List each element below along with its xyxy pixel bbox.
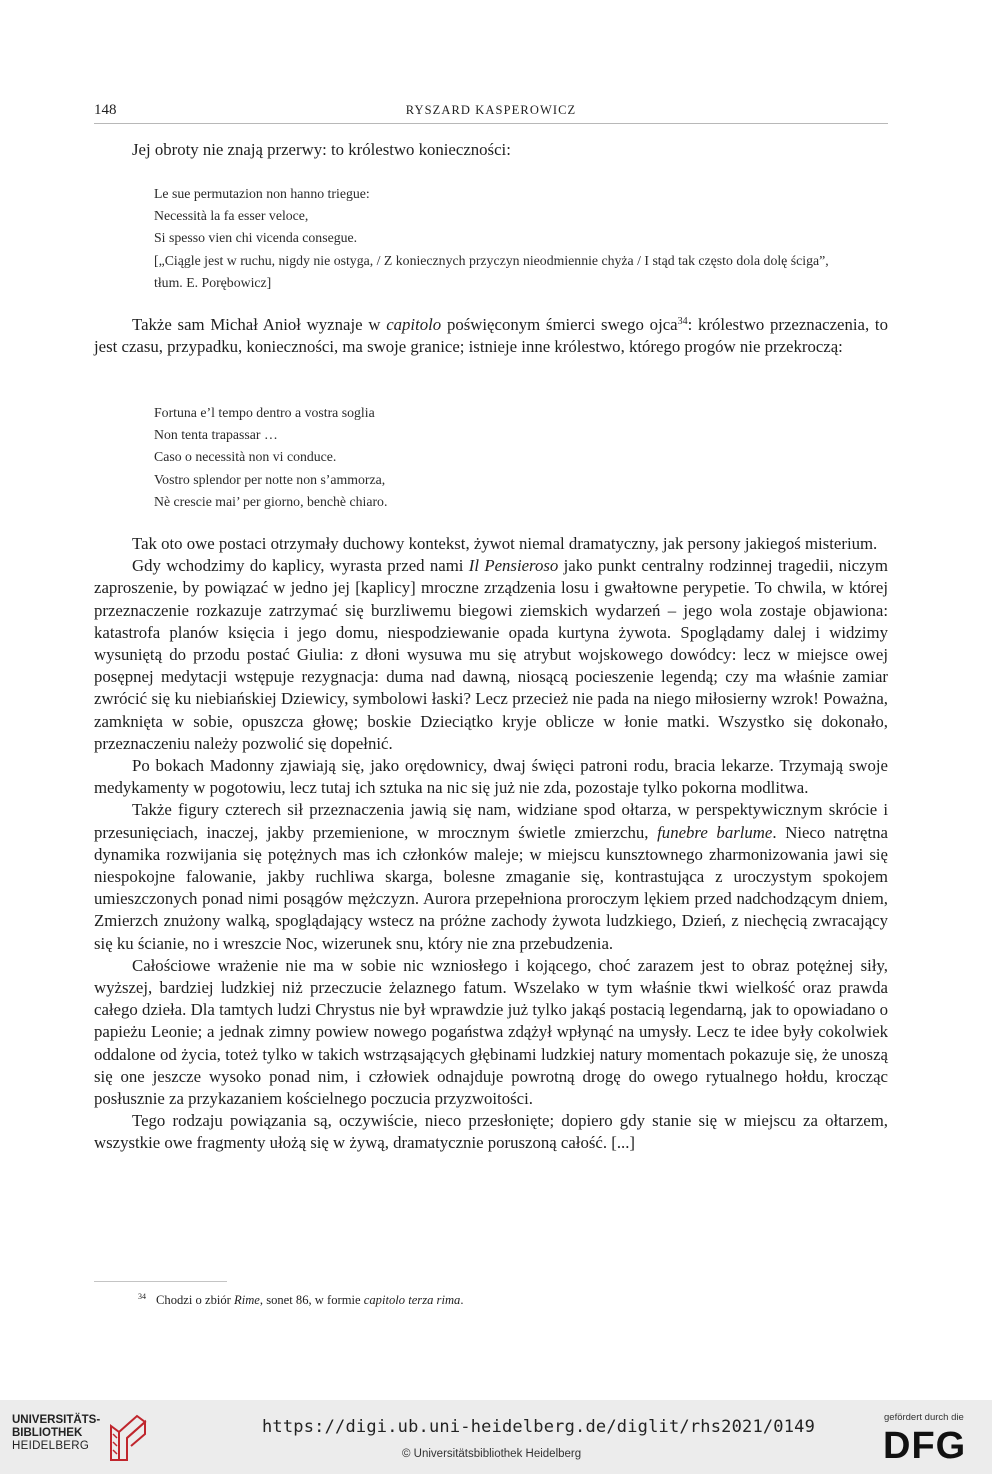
verse-line: Fortuna e’l tempo dentro a vostra soglia: [154, 405, 375, 420]
verse-line: Le sue permutazion non hanno triegue:: [154, 186, 370, 201]
paragraph: Tak oto owe postaci otrzymały duchowy kontekst, żywot niemal dramatyczny, jak persony jakiegoś misterium.: [132, 534, 878, 553]
paragraph: Całościowe wrażenie nie ma w sobie nic wzniosłego i kojącego, choć zarazem jest to obraz potężnej siły, wyższej, bardziej ludzkiej niż przeczucie żelaznego fatum. Wszelako w tym właśnie tkwi wielkość oraz prawda całego dzieła. Dla tamtych ludzi Chrystus nie był wprawdzie już tylko jakąś postacią legendarną, jak to opowiadano o papieżu Leonie; a jednak zimny powiew nowego pogaństwa zdążył wpłynąć na umysły. Lecz te idee były cokolwiek oddalone od życia, toteż tylko w takich wstrząsających głębinami ludzkiej natury momentach pokazuje się, że unoszą się one jeszcze wysoko ponad nim, i człowiek odnajduje powrotną drogę do owego rytualnego hołdu, krocząc posłusznie za przykazaniem kościelnego poczucia przyzwoitości.: [94, 955, 888, 1109]
verse-line: Vostro splendor per notte non s’ammorza,: [154, 471, 386, 487]
verse-line: Non tenta trapassar …: [154, 427, 278, 443]
translation-credit: tłum. E. Porębowicz]: [154, 274, 272, 290]
verse-block-1: [154, 183, 894, 294]
verse-line: Si spesso vien chi vicenda consegue.: [154, 230, 358, 246]
copyright-notice: © Universitätsbibliothek Heidelberg: [402, 1448, 582, 1460]
paragraph: Po bokach Madonny zjawiają się, jako orędownicy, dwaj święci patroni rodu, bracia lekarze. Trzymają swoje medykamenty w pogotowiu, lecz tutaj ich sztuka na nic się już nie zda, pozostaje tylko pokorna modlitwa.: [94, 756, 888, 798]
paragraph: Także sam Michał Anioł wyznaje w capitolo poświęconym śmierci swego ojca$^{34}$: królestwo przeznaczenia, to jest czasu, przypadku, konieczności, ma swoje granice; istnieje inne królestwo, którego progów nie przekroczą:: [94, 315, 888, 357]
footer-bar: [0, 1400, 992, 1474]
verse-line: Nè crescie mai’ per giorno, benchè chiaro.: [154, 493, 388, 509]
italic-term: capitolo: [386, 315, 442, 334]
italic-term: funebre barlume: [657, 822, 773, 842]
intro-line: Jej obroty nie znają przerwy: to królestwo konieczności:: [132, 140, 511, 159]
main-text: [94, 533, 888, 1155]
paragraph: Gdy wchodzimy do kaplicy, wyrasta przed nami Il Pensieroso jako punkt centralny rodzinnej tragedii, niczym zaproszenie, by powiązać w jedno jej [kaplicy] mroczne zrządzenia losu i gwałtowne perypetie. To chwila, w której przeznaczenie rozkazuje zatrzymać się burzliwemu biegowi ziemskich wydarzeń – jego wola zostaje objawiona: katastrofa planów księcia i jego domu, niespodziewanie opada kurtyna żywota. Spoglądamy dalej i widzimy wysuniętą do przodu postać Giulia: z dłoni wysuwa mu się atrybut wojskowego dowódcy: lecz w miejsce owej posępnej medytacji wstępuje rezygnacja: duma nad dawną, niosącą pocieszenie legendą; czy ma właśnie zamiar zwrócić się ku niebiańskiej Dziewicy, symbolowi łaski? Lecz przecież nie pada na niego miłosierny wzrok! Poważna, zamknięta w sobie, opuszcza głowę; boskie Dzieciątko kryje oblicze w łonie matki. Wszystko się dokonało, przeznaczeniu należy pozwolić się dopełnić.: [94, 556, 888, 753]
verse-line: Caso o necessità non vi conduce.: [154, 449, 337, 465]
dfg-logo[interactable]: DFG: [883, 1425, 967, 1467]
footnote-number: 34: [138, 1292, 146, 1301]
page-number: 148: [94, 102, 117, 118]
funding-note: gefördert durch die: [884, 1412, 964, 1423]
footnote-ref[interactable]: 34: [677, 316, 688, 327]
footnote: $^{34}$ Chodzi o zbiór Rime, sonet 86, w formie capitolo terza rima.: [138, 1292, 464, 1307]
translation-line: [„Ciągle jest w ruchu, nigdy nie ostyga, / Z koniecznych przyczyn nieodmiennie chyża / I stąd tak często dola dolę ściga”,: [154, 252, 829, 268]
library-emblem-icon: [107, 1412, 149, 1462]
library-logo[interactable]: UNIVERSITÄTS- BIBLIOTHEK HEIDELBERG: [12, 1414, 142, 1464]
intro-paragraph: [94, 139, 888, 161]
paragraph: Także figury czterech sił przeznaczenia jawią się nam, widziane spod ołtarza, w perspektywicznym skrócie i przesunięciach, inaczej, jakby przemienione, w mrocznym świetle zmierzchu, funebre barlume. Nieco natrętna dynamika rozwijania się potężnych mas ich członków maleje; w miejscu kunsztownego zharmonizowania jawi się niespokojne falowanie, jakby ruchliwa skarga, bolesne zmaganie się, kontrastująca z uroczystym spokojem umieszczonych ponad nimi posągów mężczyzn. Aurora przepełniona proroczym lękiem przed nadchodzącym dniem, Zmierzch znużony walką, spoglądający wstecz na próżne zachody żywota ludzkiego, Dzień, z niechęcią zwracający się ku ścianie, no i wreszcie Noc, wizerunek snu, który nie zna przebudzenia.: [94, 800, 888, 953]
running-header: [94, 102, 888, 124]
paragraph: Tego rodzaju powiązania są, oczywiście, nieco przesłonięte; dopiero gdy stanie się w miejscu za ołtarzem, wszystkie owe fragmenty ułożą się w żywą, dramatycznie poruszoną całość. [...]: [94, 1111, 888, 1153]
footnote-rule: [94, 1281, 227, 1282]
source-url-link[interactable]: https://digi.ub.uni-heidelberg.de/diglit/rhs2021/0149: [262, 1417, 816, 1437]
running-title: RYSZARD KASPEROWICZ: [405, 103, 577, 117]
italic-term: Il Pensieroso: [468, 556, 559, 576]
verse-line: Necessità la fa esser veloce,: [154, 208, 309, 224]
paragraph-michal: [94, 314, 888, 358]
verse-block-2: [154, 402, 894, 513]
